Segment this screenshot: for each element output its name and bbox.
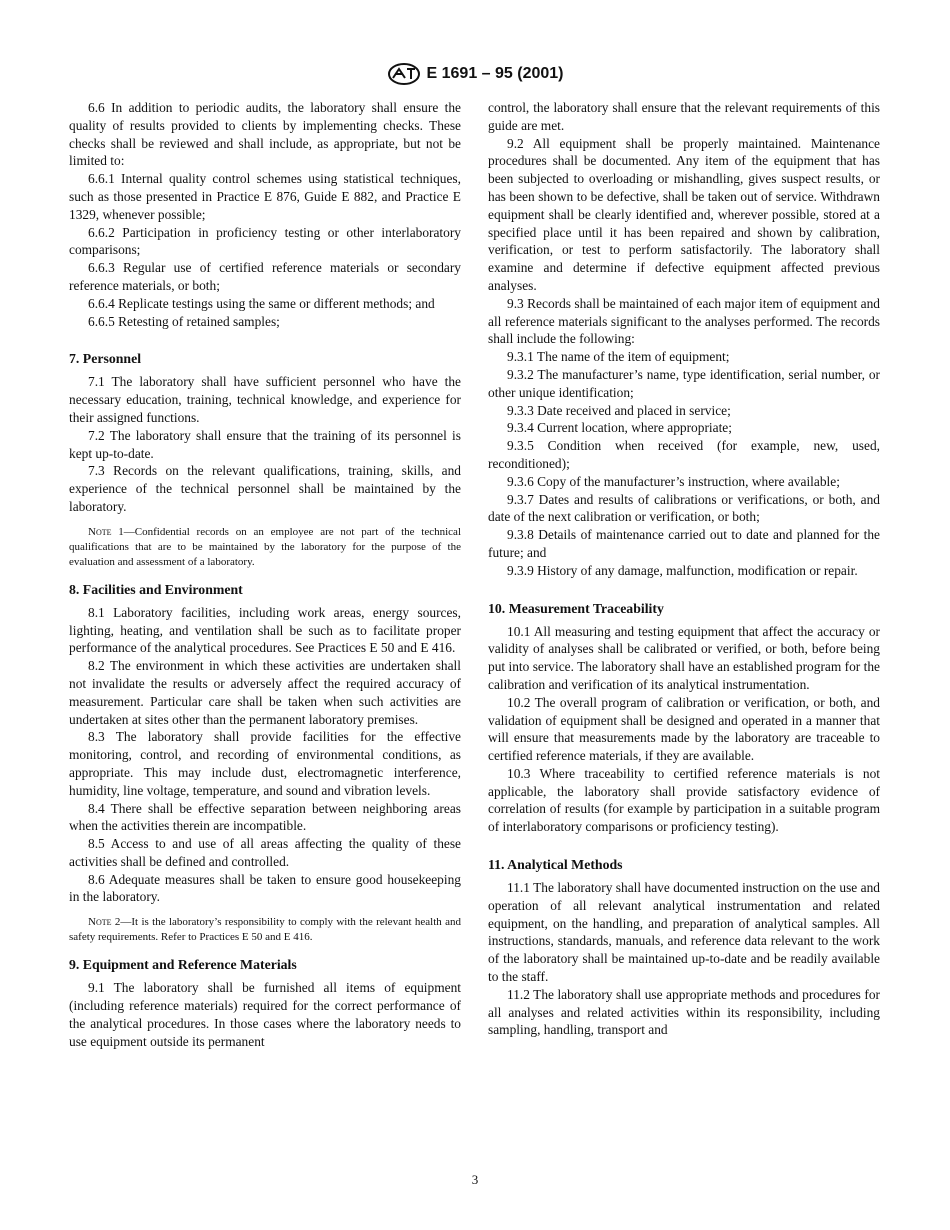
astm-logo-icon: [387, 63, 421, 85]
note-1: [69, 525, 461, 570]
para-9-1: 9.1 The laboratory shall be furnished all items of equipment (including reference materials) required for the correct performance of the analytical procedures. In those cases where the laboratory needs to use equipment outside its permanent: [69, 980, 461, 1049]
para-11-2: 11.2 The laboratory shall use appropriate methods and procedures for all analyses and related activities within its responsibility, including sampling, handling, transport and: [488, 986, 880, 1038]
para-11-1: 11.1 The laboratory shall have documented instruction on the use and operation of all relevant analytical instrumentation and related equipment, on the handling, and preparation of analytical samples. All instructions, standards, manuals, and reference data relevant to the work of the laboratory shall be maintained up-to-date and be readily available to the staff.: [488, 880, 880, 985]
para-8-6: 8.6 Adequate measures shall be taken to ensure good housekeeping in the laboratory.: [69, 871, 461, 905]
para-9-3-9: 9.3.9 History of any damage, malfunction, modification or repair.: [507, 562, 858, 578]
note-1-text: —Confidential records on an employee are not part of the technical qualifications that are to be maintained by the laboratory for the purpose of the evaluation and assessment of a laboratory.: [69, 525, 461, 568]
page-number: 3: [471, 1172, 479, 1187]
para-7-3: 7.3 Records on the relevant qualifications, training, skills, and experience of the technical personnel shall be maintained by the laboratory.: [69, 463, 461, 514]
para-9-3-3: 9.3.3 Date received and placed in service;: [507, 402, 731, 418]
para-6-6-5: 6.6.5 Retesting of retained samples;: [88, 313, 280, 329]
section-heading-9: 9. Equipment and Reference Materials: [69, 957, 297, 973]
para-6-6-4: 6.6.4 Replicate testings using the same or different methods; and: [88, 295, 435, 311]
document-header: [0, 63, 950, 85]
para-8-3: 8.3 The laboratory shall provide facilities for the effective monitoring, control, and recording of environmental conditions, as appropriate. This may include dust, electromagnetic interference, humidity, line voltage, temperature, and sound and vibration levels.: [69, 729, 461, 798]
para-6-6-2: 6.6.2 Participation in proficiency testing or other interlaboratory comparisons;: [69, 224, 461, 258]
para-9-3-7: 9.3.7 Dates and results of calibrations or verifications, or both, and date of the next calibration or verification, or both;: [488, 491, 880, 525]
para-7-2: 7.2 The laboratory shall ensure that the training of its personnel is kept up-to-date.: [69, 427, 461, 461]
para-8-5: 8.5 Access to and use of all areas affecting the quality of these activities shall be defined and controlled.: [69, 836, 461, 869]
para-6-6-1: 6.6.1 Internal quality control schemes using statistical techniques, such as those presented in Practice E 876, Guide E 882, and Practice E 1329, whenever possible;: [69, 171, 461, 222]
para-6-6-3: 6.6.3 Regular use of certified reference materials or secondary reference materials, or both;: [69, 260, 461, 293]
right-column: [488, 99, 880, 1039]
para-9-3-5: 9.3.5 Condition when received (for example, new, used, reconditioned);: [488, 438, 880, 471]
para-9-3: 9.3 Records shall be maintained of each major item of equipment and all reference materials significant to the analyses performed. The records shall include the following:: [488, 295, 880, 347]
para-6-6: 6.6 In addition to periodic audits, the laboratory shall ensure the quality of results provided to clients by implementing checks. These checks shall be reviewed and shall include, as appropriate, but not be limited to:: [69, 100, 461, 169]
para-10-2: 10.2 The overall program of calibration or verification, or both, and validation of equipment shall be designed and operated in a manner that will ensure that measurements made by the laboratory are traceable to certified reference materials, if they are available.: [488, 694, 880, 764]
para-9-3-1: 9.3.1 The name of the item of equipment;: [507, 349, 730, 365]
para-10-1: 10.1 All measuring and testing equipment that affect the accuracy or validity of analyses shall be calibrated or verified, or both, before being put into service. The laboratory shall have an established program for the calibration and verification of its analytical instrumentation.: [488, 623, 880, 692]
section-heading-10: 10. Measurement Traceability: [488, 600, 664, 616]
para-8-2: 8.2 The environment in which these activities are undertaken shall not invalidate the results or adversely affect the required accuracy of measurement. Particular care shall be taken when such activities are undertaken at sites other than the permanent laboratory premises.: [69, 658, 461, 727]
note-2: [69, 915, 461, 945]
section-heading-7: 7. Personnel: [69, 351, 142, 367]
para-9-3-8: 9.3.8 Details of maintenance carried out to date and planned for the future; and: [488, 527, 880, 560]
para-10-3: 10.3 Where traceability to certified reference materials is not applicable, the laboratory shall provide satisfactory evidence of correlation of results (for example by participation in a suitable program of interlaboratory comparisons or proficiency testing).: [488, 765, 880, 835]
note-2-label: Note 2: [88, 916, 121, 929]
para-9-1-continued: control, the laboratory shall ensure that the relevant requirements of this guide are met.: [488, 100, 880, 133]
left-column: [69, 99, 461, 1050]
para-9-3-4: 9.3.4 Current location, where appropriate;: [507, 420, 732, 436]
note-2-text: —It is the laboratory’s responsibility to comply with the relevant health and safety requirements. Refer to Practices E 50 and E 416.: [69, 916, 461, 944]
para-8-1: 8.1 Laboratory facilities, including work areas, energy sources, lighting, heating, and ventilation shall be such as to facilitate proper performance of the analytical procedures. See Practices E 50 and E 416.: [69, 604, 461, 656]
para-7-1: 7.1 The laboratory shall have sufficient personnel who have the necessary education, training, technical knowledge, and experience for their assigned functions.: [69, 374, 461, 425]
para-9-2: 9.2 All equipment shall be properly maintained. Maintenance procedures shall be documented. Any item of the equipment that has been subjected to overloading or mishandling, gives suspect results, or has been shown to be defective, shall be taken out of service. Withdrawn equipment shall be clearly identified and, wherever possible, stored at a specified place until it has been repaired and shown by calibration, verification, or test to perform satisfactorily. The laboratory shall examine and determine if defective equipment affected previous analyses.: [488, 135, 880, 293]
note-1-label: Note 1: [88, 525, 124, 538]
para-8-4: 8.4 There shall be effective separation between neighboring areas when the activities therein are incompatible.: [69, 800, 461, 834]
para-9-3-6: 9.3.6 Copy of the manufacturer’s instruction, where available;: [507, 473, 840, 489]
section-heading-11: 11. Analytical Methods: [488, 857, 623, 873]
para-9-3-2: 9.3.2 The manufacturer’s name, type identification, serial number, or other unique identification;: [488, 366, 880, 400]
document-designation: E 1691 – 95 (2001): [426, 65, 564, 83]
section-heading-8: 8. Facilities and Environment: [69, 581, 243, 597]
